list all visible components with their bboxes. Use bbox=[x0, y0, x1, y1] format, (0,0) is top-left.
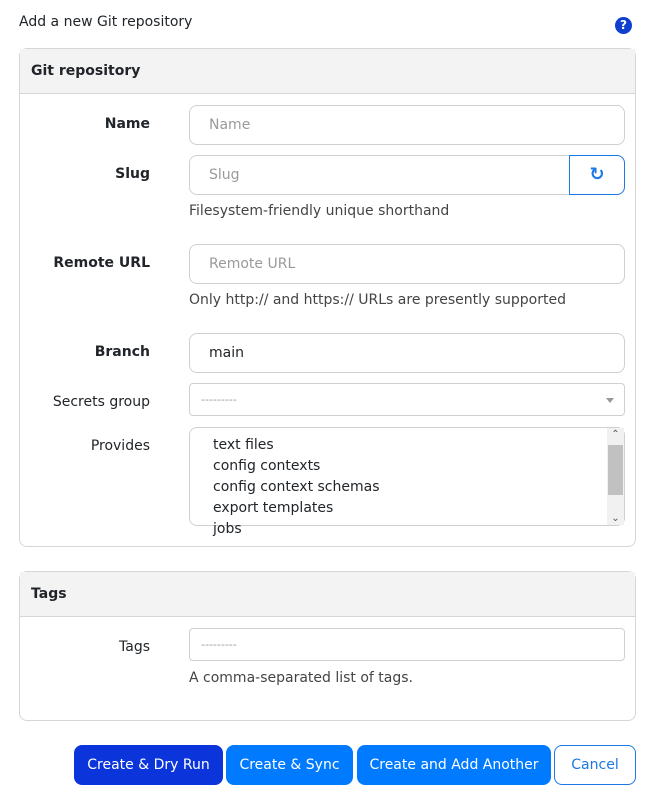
scroll-down-icon[interactable]: ⌄ bbox=[611, 513, 620, 524]
cancel-button[interactable]: Cancel bbox=[554, 745, 636, 785]
list-item[interactable]: text files bbox=[213, 437, 274, 453]
chevron-down-icon bbox=[606, 398, 614, 403]
provides-listbox[interactable] bbox=[189, 427, 625, 537]
list-item[interactable]: config context schemas bbox=[213, 479, 380, 495]
tags-panel bbox=[19, 571, 636, 721]
slug-help: Filesystem-friendly unique shorthand bbox=[189, 203, 450, 219]
tags-label: Tags bbox=[119, 639, 150, 655]
remote-url-help: Only http:// and https:// URLs are presently supported bbox=[189, 292, 566, 308]
remote-url-label: Remote URL bbox=[53, 255, 150, 271]
create-add-another-button[interactable]: Create and Add Another bbox=[357, 745, 551, 785]
panel-heading: Git repository bbox=[20, 49, 635, 94]
regenerate-slug-button[interactable] bbox=[569, 155, 625, 195]
secrets-group-label: Secrets group bbox=[52, 394, 150, 410]
create-sync-button[interactable]: Create & Sync bbox=[226, 745, 353, 785]
list-item[interactable]: jobs bbox=[213, 521, 242, 537]
scroll-thumb[interactable] bbox=[608, 445, 623, 495]
scrollbar[interactable] bbox=[607, 428, 624, 525]
refresh-icon: ↻ bbox=[589, 164, 605, 185]
scroll-up-icon[interactable]: ⌃ bbox=[611, 429, 620, 440]
branch-input[interactable]: main bbox=[189, 333, 625, 373]
panel-heading: Tags bbox=[20, 572, 635, 617]
create-dry-run-button[interactable]: Create & Dry Run bbox=[74, 745, 223, 785]
secrets-group-value: --------- bbox=[201, 393, 237, 406]
help-icon[interactable]: ? bbox=[615, 17, 632, 34]
list-item[interactable]: export templates bbox=[213, 500, 334, 516]
slug-label: Slug bbox=[115, 166, 150, 182]
name-label: Name bbox=[104, 116, 150, 132]
slug-input[interactable]: Slug bbox=[189, 155, 570, 195]
tags-select[interactable]: --------- bbox=[189, 628, 625, 661]
name-input[interactable]: Name bbox=[189, 105, 625, 145]
secrets-group-select[interactable] bbox=[189, 383, 625, 416]
git-repository-panel bbox=[19, 48, 636, 547]
provides-label: Provides bbox=[90, 438, 150, 454]
tags-help: A comma-separated list of tags. bbox=[189, 670, 413, 686]
list-item[interactable]: config contexts bbox=[213, 458, 321, 474]
remote-url-input[interactable]: Remote URL bbox=[189, 244, 625, 284]
branch-label: Branch bbox=[94, 344, 150, 360]
page-title: Add a new Git repository bbox=[19, 14, 193, 30]
